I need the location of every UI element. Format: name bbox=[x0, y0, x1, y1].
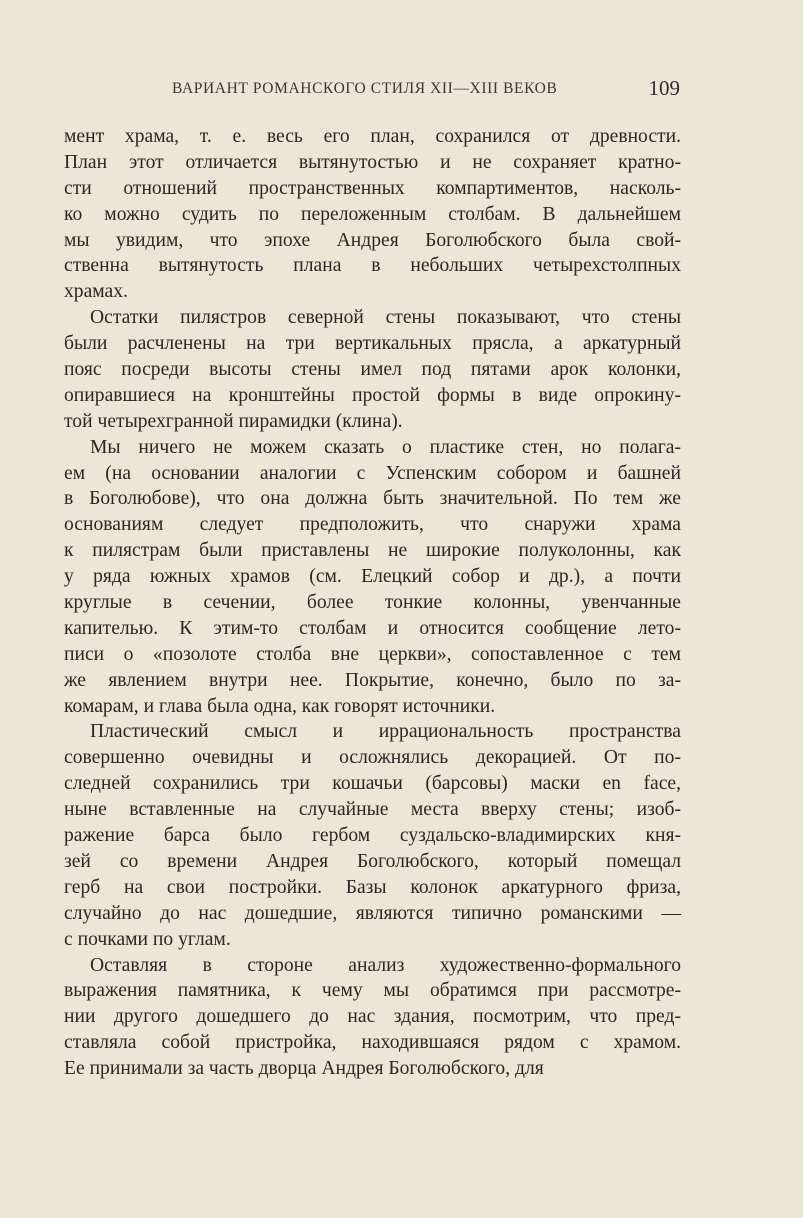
text-line: к пилястрам были приставлены не широкие полуколонны, как bbox=[64, 540, 681, 562]
text-line: у ряда южных храмов (см. Елецкий собор и др.), а почти bbox=[64, 566, 681, 588]
text-line: выражения памятника, к чему мы обратимся при рассмотре- bbox=[64, 980, 681, 1002]
text-line: ражение барса было гербом суздальско-владимирских кня- bbox=[64, 825, 681, 847]
text-line: Оставляя в стороне анализ художественно-формального bbox=[90, 954, 681, 976]
text-line: ставляла собой пристройка, находившаяся рядом с храмом. bbox=[64, 1032, 681, 1054]
text-line: круглые в сечении, более тонкие колонны, увенчанные bbox=[64, 592, 681, 614]
body-text bbox=[64, 124, 681, 1082]
text-line: основаниям следует предположить, что снаружи храма bbox=[64, 514, 681, 536]
text-line: опиравшиеся на кронштейны простой формы в виде опрокину- bbox=[64, 384, 681, 406]
text-line: пояс посреди высоты стены имел под пятами арок колонки, bbox=[64, 359, 681, 381]
text-line: той четырехгранной пирамидки (клина). bbox=[64, 410, 403, 432]
text-line: с почками по углам. bbox=[64, 928, 231, 950]
text-line: Ее принимали за часть дворца Андрея Боголюбского, для bbox=[64, 1058, 544, 1080]
text-line: ко можно судить по переложенным столбам. В дальнейшем bbox=[64, 203, 681, 225]
text-line: в Боголюбове), что она должна быть значительной. По тем же bbox=[64, 488, 681, 510]
paragraph bbox=[64, 305, 681, 434]
text-line: комарам, и глава была одна, как говорят источники. bbox=[64, 695, 496, 717]
text-line: Пластический смысл и иррациональность пространства bbox=[90, 721, 681, 743]
running-title: ВАРИАНТ РОМАНСКОГО СТИЛЯ XII—XIII ВЕКОВ bbox=[172, 80, 558, 97]
text-line: писи о «позолоте столба вне церкви», сопоставленное с тем bbox=[64, 643, 681, 665]
page-number: 109 bbox=[648, 76, 680, 100]
text-line: ственна вытянутость плана в небольших четырехстолпных bbox=[64, 255, 681, 277]
text-line: сти отношений пространственных компартиментов, насколь- bbox=[64, 177, 681, 199]
text-line: же явлением внутри нее. Покрытие, конечно, было по за- bbox=[64, 669, 681, 691]
text-line: Мы ничего не можем сказать о пластике стен, но полага- bbox=[90, 436, 681, 458]
page-header bbox=[172, 78, 682, 102]
text-line: мент храма, т. е. весь его план, сохранился от древности. bbox=[64, 126, 681, 147]
text-line: герб на свои постройки. Базы колонок аркатурного фриза, bbox=[64, 876, 681, 898]
text-line: были расчленены на три вертикальных прясла, а аркатурный bbox=[64, 333, 681, 355]
text-line: нии другого дошедшего до нас здания, посмотрим, что пред- bbox=[64, 1006, 681, 1028]
text-line: случайно до нас дошедшие, являются типично романскими — bbox=[64, 902, 681, 924]
text-line: капителью. К этим-то столбам и относится сообщение лето- bbox=[64, 617, 681, 639]
text-line: совершенно очевидны и осложнялись декорацией. От по- bbox=[64, 747, 681, 769]
text-line: следней сохранились три кошачьи (барсовы) маски en face, bbox=[64, 773, 681, 795]
paragraph bbox=[64, 124, 681, 305]
paragraph bbox=[64, 719, 681, 952]
text-line: ем (на основании аналогии с Успенским собором и башней bbox=[64, 462, 681, 484]
paragraph bbox=[64, 435, 681, 720]
paragraph bbox=[64, 953, 681, 1082]
text-line: храмах. bbox=[64, 281, 128, 303]
text-line: мы увидим, что эпохе Андрея Боголюбского была свой- bbox=[64, 229, 681, 251]
text-line: ныне вставленные на случайные места вверху стены; изоб- bbox=[64, 799, 681, 821]
text-line: Остатки пилястров северной стены показывают, что стены bbox=[90, 307, 681, 329]
text-line: План этот отличается вытянутостью и не сохраняет кратно- bbox=[64, 151, 681, 173]
text-line: зей со времени Андрея Боголюбского, который помещал bbox=[64, 850, 681, 872]
